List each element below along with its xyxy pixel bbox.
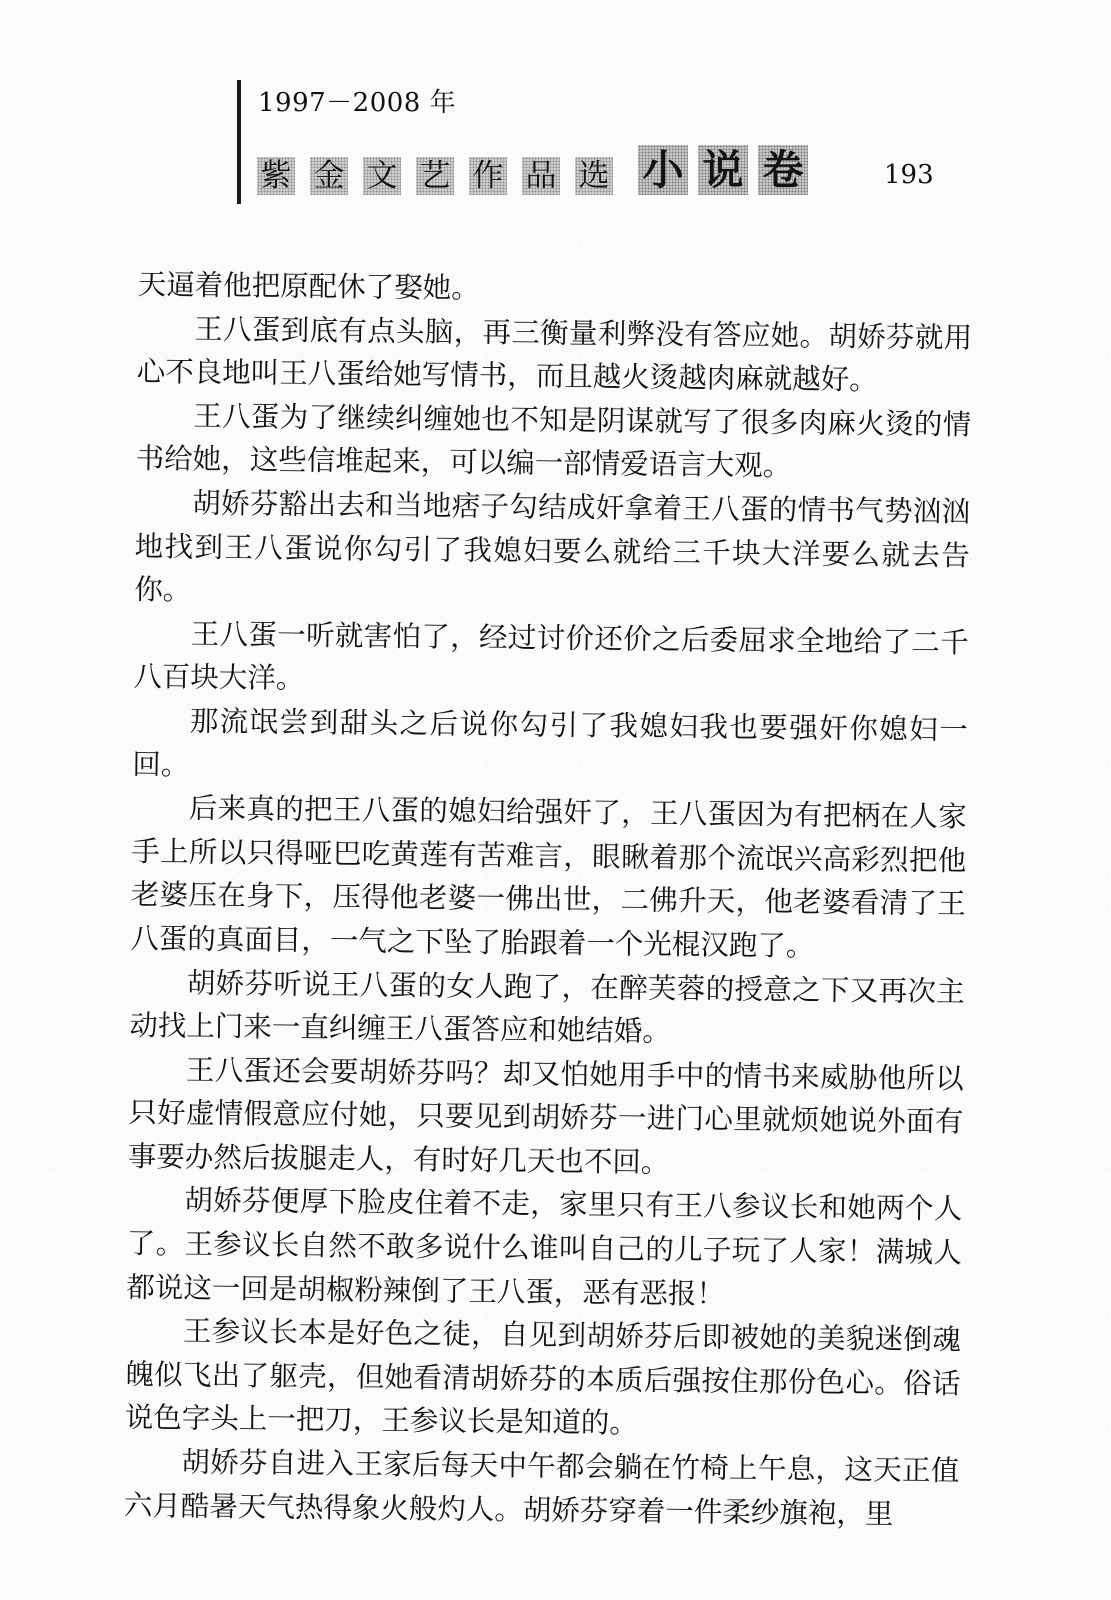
series-title-char: 品 bbox=[522, 157, 560, 195]
paragraph: 胡娇芬自进入王家后每天中午都会躺在竹椅上午息，这天正值六月酷暑天气热得象火般灼人。胡娇芬穿着一件柔纱旗袍，里 bbox=[123, 1445, 960, 1531]
header-vertical-rule bbox=[237, 80, 241, 204]
paragraph: 天逼着他把原配休了娶她。 bbox=[137, 267, 480, 305]
paragraph: 那流氓尝到甜头之后说你勾引了我媳妇我也要强奸你媳妇一回。 bbox=[132, 704, 968, 782]
paragraph: 胡娇芬豁出去和当地痞子勾结成奸拿着王八蛋的情书气势汹汹地找到王八蛋说你勾引了我媳妇要么就给三千块大洋要么就去告你。 bbox=[134, 486, 971, 607]
volume-title-char: 卷 bbox=[758, 145, 808, 195]
paragraph: 王八蛋一听就害怕了，经过讨价还价之后委屈求全地给了二千八百块大洋。 bbox=[133, 617, 969, 696]
series-title-char: 紫 bbox=[257, 157, 295, 195]
paragraph: 王八蛋到底有点头脑，再三衡量利弊没有答应她。胡娇芬就用心不良地叫王八蛋给她写情书，而且越火烫越肉麻就越好。 bbox=[136, 312, 973, 397]
paragraph: 后来真的把王八蛋的媳妇给强奸了，王八蛋因为有把柄在人家手上所以只得哑巴吃黄莲有苦难言，眼瞅着那个流氓兴高彩烈把他老婆压在身下，压得他老婆一佛出世，二佛升天，他老婆看清了王八蛋的真面目，一气之下坠了胎跟着一个光棍汉跑了。 bbox=[130, 791, 967, 963]
paragraph: 王八蛋还会要胡娇芬吗？却又怕她用手中的情书来威胁他所以只好虚情假意应付她，只要见到胡娇芬一进门心里就烦她说外面有事要办然后拔腿走人，有时好几天也不回。 bbox=[127, 1053, 964, 1179]
body-text bbox=[124, 263, 973, 1537]
series-title-char: 艺 bbox=[416, 157, 454, 195]
page-number: 193 bbox=[884, 160, 934, 190]
series-title-char: 作 bbox=[469, 157, 507, 195]
paragraph: 王参议长本是好色之徒，自见到胡娇芬后即被她的美貌迷倒魂魄似飞出了躯壳，但她看清胡娇芬的本质后强按住那份色心。俗话说色字头上一把刀，王参议长是知道的。 bbox=[124, 1314, 962, 1441]
series-title-char: 金 bbox=[310, 157, 348, 195]
paragraph: 王八蛋为了继续纠缠她也不知是阴谋就写了很多肉麻火烫的情书给她，这些信堆起来，可以编一部情爱语言大观。 bbox=[135, 399, 972, 483]
header-year-range: 1997－2008 年 bbox=[258, 88, 457, 118]
series-title-char: 文 bbox=[363, 157, 401, 195]
volume-title-char: 说 bbox=[698, 145, 748, 195]
volume-title-char: 小 bbox=[638, 145, 688, 195]
series-title bbox=[257, 145, 808, 195]
paragraph: 胡娇芬便厚下脸皮住着不走，家里只有王八参议长和她两个人了。王参议长自然不敢多说什么谁叫自己的儿子玩了人家！满城人都说这一回是胡椒粉辣倒了王八蛋，恶有恶报！ bbox=[126, 1184, 963, 1311]
paragraph: 胡娇芬听说王八蛋的女人跑了，在醉芙蓉的授意之下又再次主动找上门来一直纠缠王八蛋答应和她结婚。 bbox=[129, 966, 965, 1049]
series-title-char: 选 bbox=[575, 157, 613, 195]
